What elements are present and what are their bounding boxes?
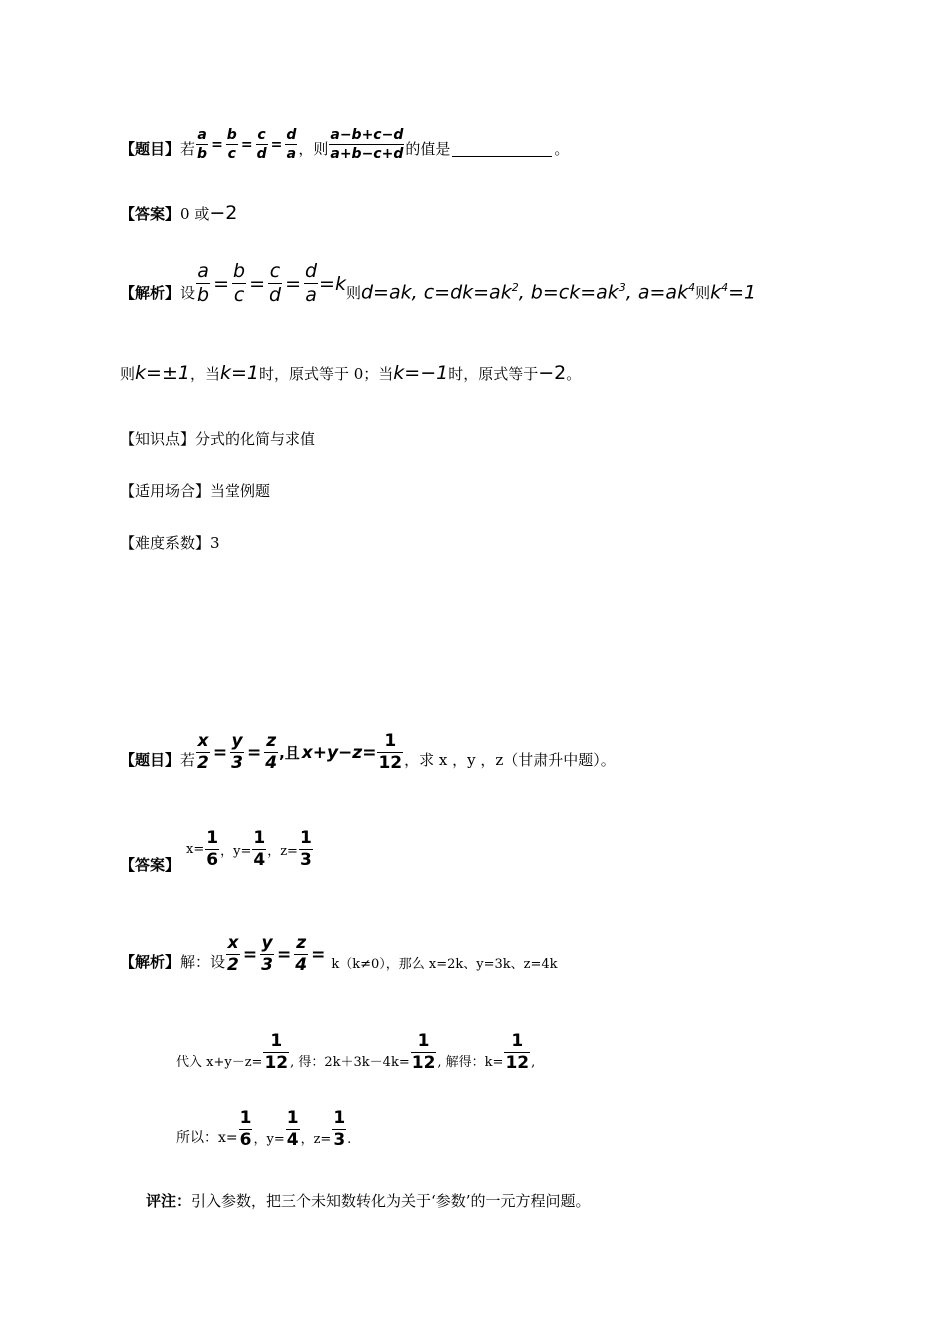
fraction: $\frac{d}{a}$ bbox=[304, 260, 318, 306]
fraction: $\frac{1}{6}$ bbox=[239, 1108, 252, 1150]
fraction: $\frac{b}{c}$ bbox=[226, 127, 237, 162]
answer-value: −2 bbox=[209, 202, 238, 224]
fraction: $\frac{b}{c}$ bbox=[233, 260, 246, 306]
fraction: $\frac{1}{3}$ bbox=[333, 1108, 346, 1150]
fraction: $\frac{1}{12}$ bbox=[378, 731, 403, 773]
q1-usage-scene: 【适用场合】当堂例题 bbox=[120, 482, 271, 500]
q2-question-line: 【题目】 若 $\frac{x}{2}$ = $\frac{y}{3}$ = $\frac{z}{4}$ ,且 x+y−z= $\frac{1}{12}$ ，求 x ，y ，z（甘肃升中题）。 bbox=[120, 731, 616, 773]
answer-tag: 【答案】 bbox=[120, 856, 181, 874]
q2-answer-line bbox=[120, 830, 314, 877]
fraction: $\frac{x}{2}$ bbox=[227, 933, 239, 975]
target-fraction: $\frac{a-b+c-d}{a+b-c+d}$ bbox=[330, 127, 404, 162]
answer-blank bbox=[452, 156, 552, 157]
comment-label: 评注： bbox=[146, 1192, 192, 1210]
comment-text: 引入参数，把三个未知数转化为关于‘参数’的一元方程问题。 bbox=[191, 1192, 591, 1210]
fraction: $\frac{y}{3}$ bbox=[231, 731, 243, 773]
fraction: $\frac{1}{6}$ bbox=[206, 828, 219, 870]
fraction: $\frac{z}{4}$ bbox=[295, 933, 308, 975]
analysis-tag: 【解析】 bbox=[120, 953, 181, 971]
fraction: $\frac{x}{2}$ bbox=[197, 731, 209, 773]
fraction: $\frac{1}{12}$ bbox=[505, 1031, 530, 1073]
q1-difficulty: 【难度系数】3 bbox=[120, 534, 220, 552]
ratio-equation: $\frac{x}{2}$ = $\frac{y}{3}$ = $\frac{z}{4}$ = bbox=[227, 933, 326, 975]
fraction: $\frac{c}{d}$ bbox=[256, 127, 267, 162]
condition-equation: $\frac{a}{b}$ = $\frac{b}{c}$ = $\frac{c}{d}$ = $\frac{d}{a}$ bbox=[197, 127, 297, 162]
fraction: $\frac{d}{a}$ bbox=[286, 127, 297, 162]
fraction: $\frac{1}{12}$ bbox=[411, 1031, 436, 1073]
fraction: $\frac{1}{4}$ bbox=[286, 1108, 299, 1150]
fraction: $\frac{z}{4}$ bbox=[265, 731, 278, 773]
fraction: $\frac{1}{3}$ bbox=[299, 828, 312, 870]
q2-analysis-line: 【解析】 解：设 $\frac{x}{2}$ = $\frac{y}{3}$ = $\frac{z}{4}$ = k（k≠0），那么 x=2k、y=3k、z=4k bbox=[120, 933, 558, 975]
analysis-tag: 【解析】 bbox=[120, 284, 181, 302]
q1-knowledge-point: 【知识点】分式的化简与求值 bbox=[120, 430, 316, 448]
fraction: $\frac{a}{b}$ bbox=[197, 127, 208, 162]
q1-question-line: 【题目】 若 $\frac{a}{b}$ = $\frac{b}{c}$ = $\frac{c}{d}$ = $\frac{d}{a}$ ，则 $\frac{a-b+c-d}{a+b-c+d}$ 的值是 。 bbox=[120, 127, 570, 162]
q1-answer-line: 【答案】 0 或 −2 bbox=[120, 202, 238, 224]
substitution-expressions: d=ak, $c=dk=ak^2$, $b=ck=ak^3$, $a=ak^4$ bbox=[361, 280, 696, 303]
question-tag: 【题目】 bbox=[120, 140, 181, 158]
fraction: $\frac{y}{3}$ bbox=[261, 933, 273, 975]
question-tag: 【题目】 bbox=[120, 751, 181, 769]
k4-equation: $k^4=1$ bbox=[710, 280, 757, 303]
q1-conclusion-line: 则 k=±1 ，当 k=1 时，原式等于 0；当 k=−1 时，原式等于 −2 。 bbox=[120, 362, 582, 384]
q2-result-line: 所以：x= $\frac{1}{6}$ ，y= $\frac{1}{4}$ ，z= $\frac{1}{3}$ . bbox=[176, 1108, 352, 1150]
fraction: $\frac{a}{b}$ bbox=[197, 260, 210, 306]
answer-values: x= $\frac{1}{6}$ ，y= $\frac{1}{4}$ ，z= $\frac{1}{3}$ bbox=[186, 828, 312, 870]
fraction: $\frac{1}{4}$ bbox=[253, 828, 266, 870]
q1-analysis-line: 【解析】 设 $\frac{a}{b}$ = $\frac{b}{c}$ = $\frac{c}{d}$ = $\frac{d}{a}$ =k 则 d=ak, $c=dk=ak^2$, $b=ck=ak^3$, $a=ak^4$ 则 $k^4=1$ bbox=[120, 260, 757, 306]
condition-equation: $\frac{x}{2}$ = $\frac{y}{3}$ = $\frac{z}{4}$ ,且 x+y−z= $\frac{1}{12}$ bbox=[197, 731, 403, 773]
fraction: $\frac{c}{d}$ bbox=[269, 260, 282, 306]
answer-tag: 【答案】 bbox=[120, 205, 181, 223]
q2-substitution-line: 代入 x+y－z= $\frac{1}{12}$ , 得：2k＋3k－4k= $\frac{1}{12}$ , 解得：k= $\frac{1}{12}$ , bbox=[176, 1031, 536, 1073]
q2-comment bbox=[146, 1190, 591, 1213]
ratio-equation: $\frac{a}{b}$ = $\frac{b}{c}$ = $\frac{c}{d}$ = $\frac{d}{a}$ =k bbox=[197, 260, 346, 306]
fraction: $\frac{1}{12}$ bbox=[264, 1031, 289, 1073]
